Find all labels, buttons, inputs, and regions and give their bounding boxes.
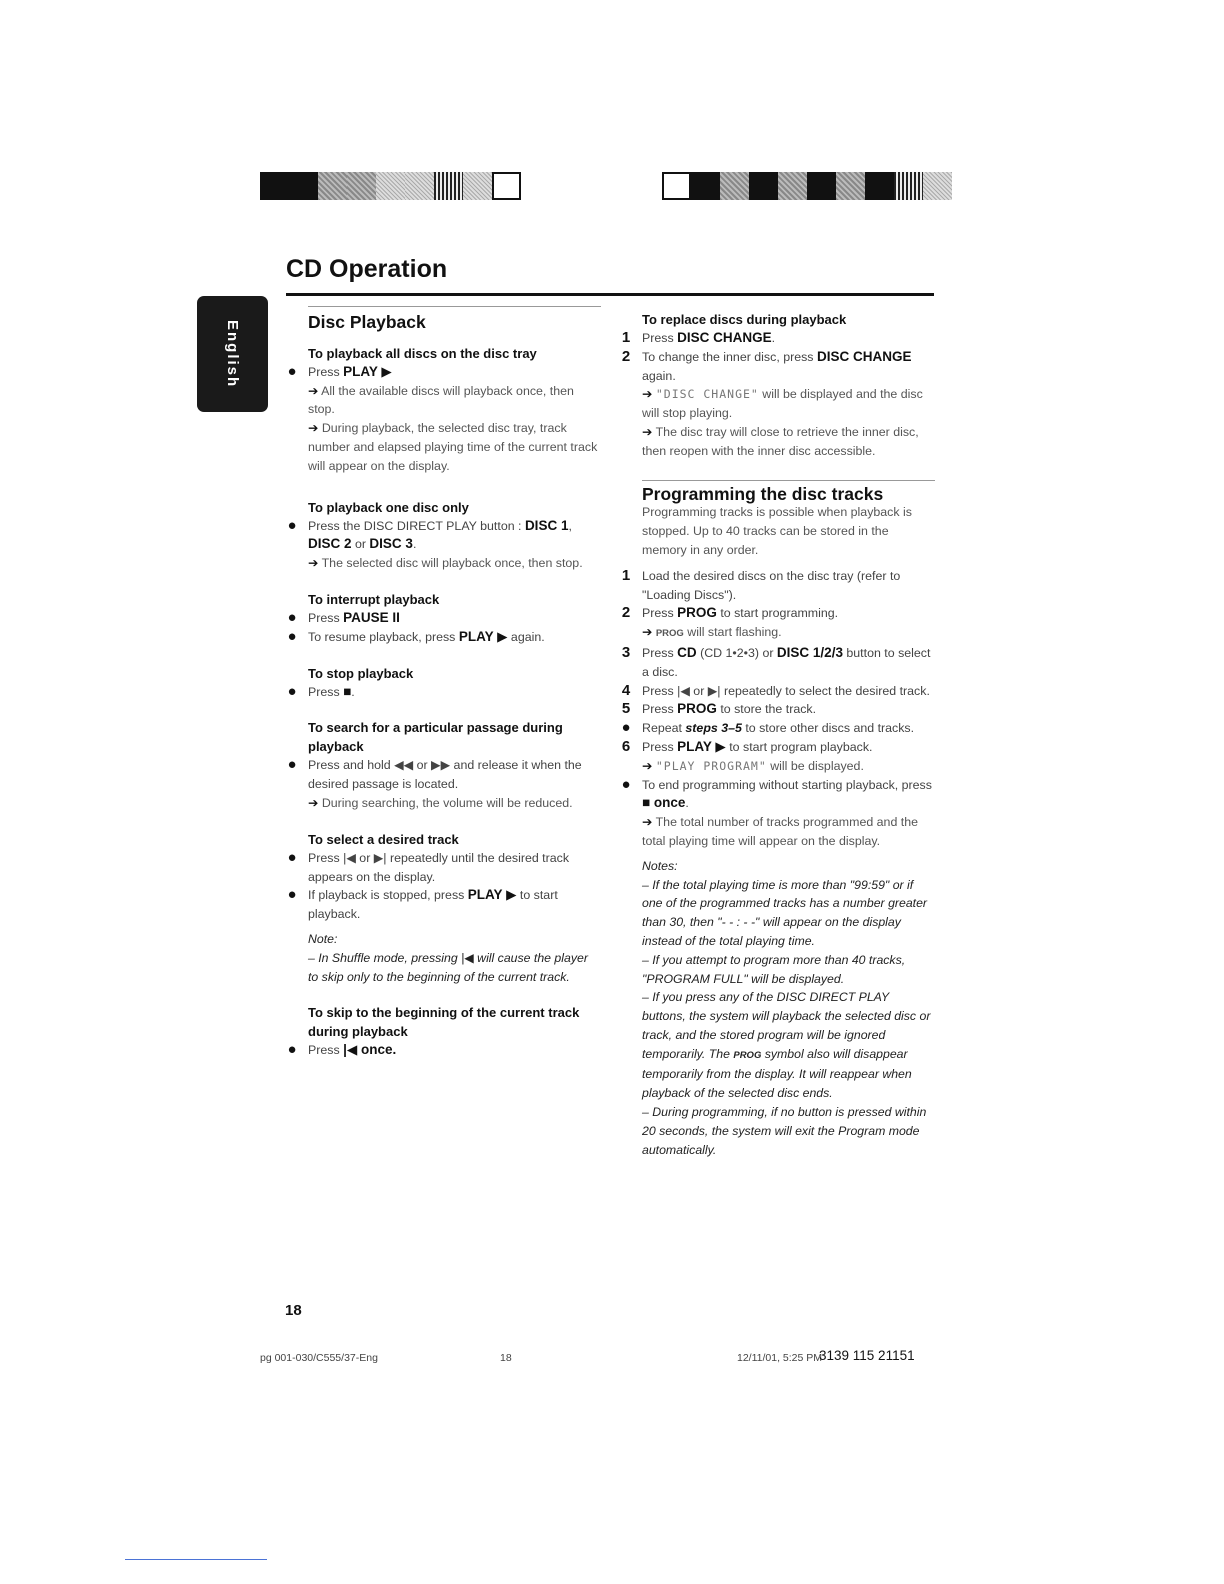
bullet-icon: ● [287,362,297,380]
arrow-icon: ➔ [308,383,319,398]
heading-stop: To stop playback [308,665,414,681]
arrow-icon: ➔ [308,556,319,571]
section-title-programming: Programming the disc tracks [642,483,884,504]
list-item: ● Press ■. [283,683,601,702]
language-tab-label: English [224,319,241,389]
title-rule [286,293,934,296]
step-item: 5 Press PROG to store the track. [621,700,817,718]
arrow-icon: ➔ [642,758,653,773]
result-line: ➔ The selected disc will playback once, then stop. [308,556,583,571]
bullet-icon: ● [287,627,297,645]
bullet-icon: ● [287,682,297,700]
right-column [617,306,935,1159]
step-item: 6 Press PLAY ▶ to start program playback. [621,737,873,755]
result-line: ➔ The total number of tracks programmed and the total playing time will appear on the display. [642,815,919,848]
step-item: 4 Press |◀ or ▶| repeatedly to select the desired track. [621,681,930,699]
bullet-icon: ● [287,848,297,866]
list-item: ● To end programming without starting playback, press ■ once. [617,776,935,814]
section-title-disc-playback: Disc Playback [308,312,426,332]
registration-bar-left [260,172,521,200]
stop-icon: ■ [343,683,352,699]
note-text: – During programming, if no button is pressed within 20 seconds, the system will exit the Program mode automatically. [642,1105,927,1157]
intro-text: Programming tracks is possible when playback is stopped. Up to 40 tracks can be stored in the memory in any order. [642,505,912,557]
list-item: ● Press PAUSE II [283,609,601,628]
lcd-text: "PLAY PROGRAM" [655,758,767,773]
bullet-icon: ● [287,1041,297,1059]
page-number: 18 [285,1302,302,1319]
blue-rule [125,1559,267,1560]
section-rule [642,480,935,481]
note-text: – If you attempt to program more than 40 tracks, "PROGRAM FULL" will be displayed. [642,952,906,986]
bullet-icon: ● [287,516,297,534]
footer-page: 18 [500,1352,512,1364]
result-line: ➔ PROG will start flashing. [642,625,782,640]
arrow-icon: ➔ [642,625,653,640]
bullet-icon: ● [621,719,631,737]
heading-replace: To replace discs during playback [642,312,847,327]
step-item: 2 To change the inner disc, press DISC CHANGE again. [621,347,912,383]
heading-search: To search for a particular passage during playback [308,720,563,755]
result-line: ➔ The disc tray will close to retrieve the inner disc, then reopen with the inner disc accessible. [642,424,919,458]
result-line: ➔ During playback, the selected disc tray, track number and elapsed playing time of the current track will appear on the display. [308,421,598,473]
arrow-icon: ➔ [642,387,653,402]
footer-code: 3139 115 21151 [819,1348,915,1363]
page-title: CD Operation [286,255,448,283]
arrow-icon: ➔ [642,815,653,830]
arrow-icon: ➔ [642,424,653,439]
arrow-icon: ➔ [308,421,319,436]
bullet-icon: ● [621,775,631,793]
list-item: ● Repeat steps 3–5 to store other discs and tracks. [617,719,935,738]
note-label: Note: [308,931,338,946]
bullet-icon: ● [287,886,297,904]
notes-label: Notes: [642,858,678,873]
step-item: 1 Press DISC CHANGE. [621,329,776,346]
arrow-icon: ➔ [308,795,319,810]
note-text: – If the total playing time is more than "99:59" or if one of the programmed tracks has a number greater than 30, then "- - : - -" will appear on the display instead of the total playing time. [642,877,928,948]
language-tab [197,296,268,412]
list-item: ● Press the DISC DIRECT PLAY button : DISC 1, DISC 2 or DISC 3. [283,517,601,555]
bullet-icon: ● [287,756,297,774]
heading-playback-one: To playback one disc only [308,499,469,515]
heading-skip: To skip to the beginning of the current track during playback [308,1005,580,1040]
section-rule [308,306,601,307]
step-item: 3 Press CD (CD 1•2•3) or DISC 1/2/3 button to select a disc. [621,643,931,679]
list-item: ● Press |◀ or ▶| repeatedly until the desired track appears on the display. [283,849,601,887]
result-line: ➔ "DISC CHANGE" will be displayed and the disc will stop playing. [642,387,923,421]
lcd-text: "DISC CHANGE" [655,387,759,402]
heading-playback-all: To playback all discs on the disc tray [308,345,537,361]
registration-bar-right [662,172,952,200]
footer-datetime: 12/11/01, 5:25 PM [737,1352,823,1364]
note-text: – If you press any of the DISC DIRECT PLAY buttons, the system will playback the selected disc or track, and the stored program will be ignored temporarily. The PROG symbol also will disappear temporarily from the display. It will reappear when playback of the selected disc ends. [642,990,931,1101]
list-item: ● If playback is stopped, press PLAY ▶ to start playback. [283,886,601,924]
heading-select: To select a desired track [308,831,459,847]
list-item: ● Press and hold ◀◀ or ▶▶ and release it when the desired passage is located. [283,756,601,794]
step-item: 1 Load the desired discs on the disc tray (refer to "Loading Discs"). [621,566,901,602]
step-item: 2 Press PROG to start programming. [621,604,839,622]
list-item: ● Press PLAY ▶ [283,363,601,382]
note-text: – In Shuffle mode, pressing |◀ will cause the player to skip only to the beginning of the current track. [308,950,588,984]
heading-interrupt: To interrupt playback [308,591,440,607]
result-line: ➔ All the available discs will playback once, then stop. [308,383,574,417]
list-item: ● To resume playback, press PLAY ▶ again. [283,628,601,647]
result-line: ➔ During searching, the volume will be reduced. [308,795,573,810]
result-line: ➔ "PLAY PROGRAM" will be displayed. [642,758,864,773]
left-column [283,306,601,1060]
footer-file: pg 001-030/C555/37-Eng [260,1352,378,1364]
bullet-icon: ● [287,608,297,626]
list-item: ● Press |◀ once. [283,1041,601,1060]
